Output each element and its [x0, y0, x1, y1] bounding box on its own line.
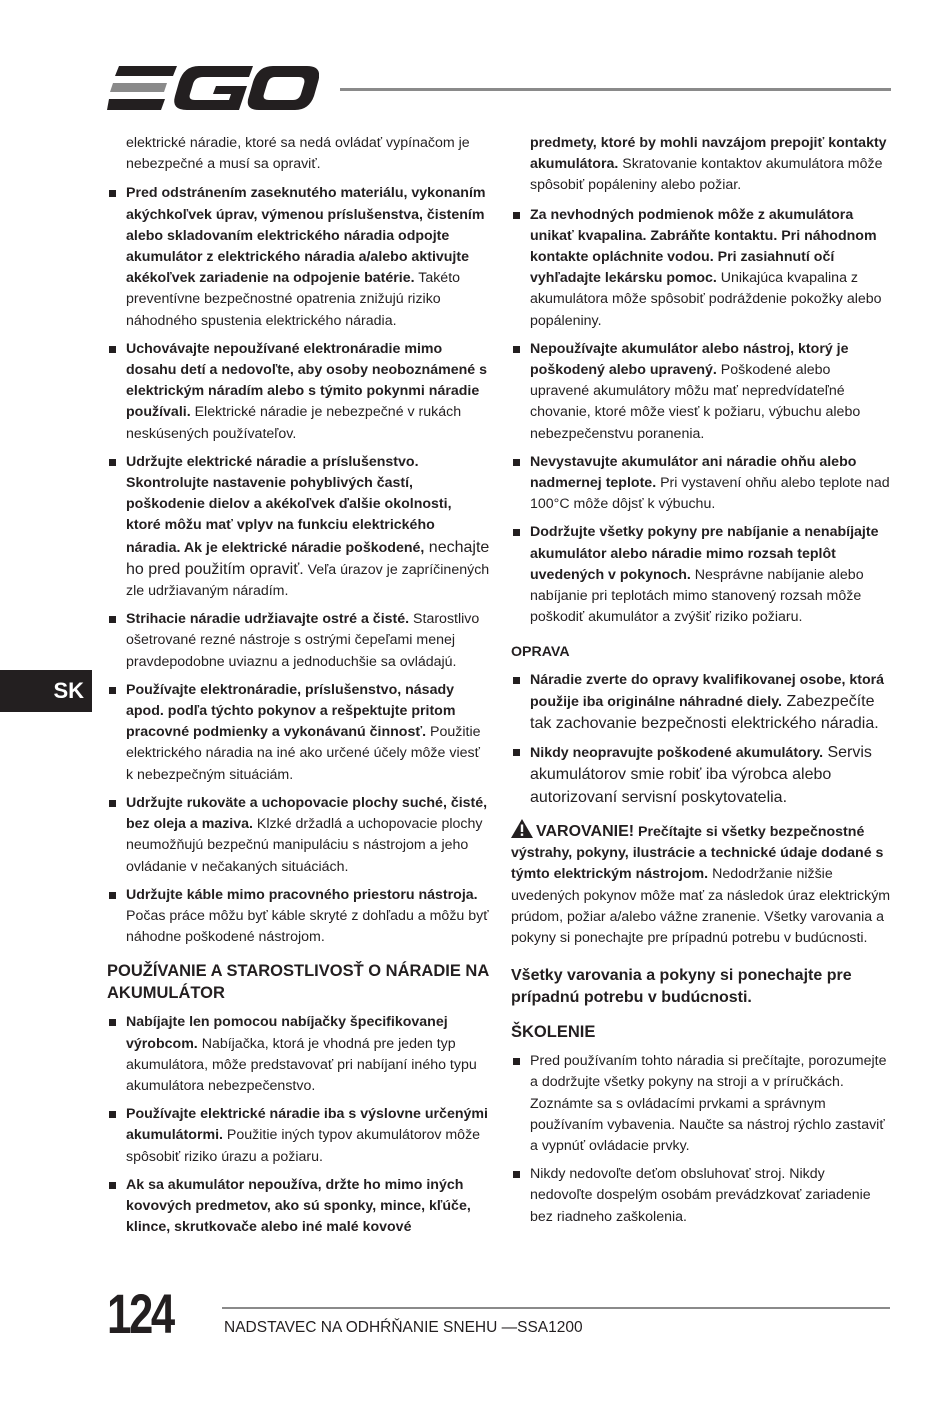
list-item: Strihacie náradie udržiavajte ostré a čisté. Starostlivo ošetrované rezné nástroje s ostrými čepeľami menej pravdepodobne uviaznu a jednoduchšie sa ovládajú. [107, 609, 490, 673]
bullet-icon [109, 1019, 116, 1026]
list-item: Nikdy nedovoľte deťom obsluhovať stroj. Nikdy nedovoľte dospelým osobám prevádzkovať zariadenie bez riadneho zaškolenia. [511, 1164, 891, 1228]
list-item: Používajte elektrické náradie iba s výslovne určenými akumulátormi. Použitie iných typov akumulátorov môže spôsobiť riziko úrazu a požiaru. [107, 1104, 490, 1168]
list-item: Nepoužívajte akumulátor alebo nástroj, ktorý je poškodený alebo upravený. Poškodené alebo upravené akumulátory môžu mať nepredvídateľné chovanie, ktoré môže viesť k požiaru, výbuchu alebo nebezpečenstvu poranenia. [511, 339, 891, 445]
header-rule [340, 88, 891, 91]
language-tab: SK [0, 670, 92, 712]
bullet-icon [513, 212, 520, 219]
list-item: Udržujte rukoväte a uchopovacie plochy suché, čisté, bez oleja a maziva. Klzké držadlá a uchopovacie plochy neumožňujú bezpečnú manipuláciu s nástrojom a jeho ovládanie v nečakaných situáciách. [107, 793, 490, 878]
keep-instructions-note: Všetky varovania a pokyny si ponechajte pre prípadnú potrebu v budúcnosti. [511, 967, 852, 1007]
ego-logo [107, 64, 319, 112]
bullet-icon [109, 459, 116, 466]
bullet-icon [109, 687, 116, 694]
bullet-icon [109, 892, 116, 899]
safety-list [107, 183, 490, 948]
warning-triangle-icon [511, 819, 533, 838]
warning-paragraph: VAROVANIE! Prečítajte si všetky bezpečnostné výstrahy, pokyny, ilustrácie a technické údaje dodané s týmto elektrickým nástrojom. Nedodržanie nižšie uvedených pokynov môže mať za následok úraz elektrickým prúdom, požiar a/alebo vážne zranenie. Všetky varovania a pokyny si ponechajte pre prípadnú potrebu v budúcnosti. [511, 819, 891, 949]
continuation-text: elektrické náradie, ktoré sa nedá ovládať vypínačom je nebezpečné a musí sa opraviť. [126, 135, 470, 173]
bullet-icon [109, 190, 116, 197]
list-item: Nabíjajte len pomocou nabíjačky špecifikovanej výrobcom. Nabíjačka, ktorá je vhodná pre jeden typ akumulátora, môže predstavovať pri nabíjaní iného typu akumulátora nebezpečenstvo. [107, 1012, 490, 1097]
repair-list [511, 670, 891, 809]
bullet-icon [513, 346, 520, 353]
bullet-icon [109, 616, 116, 623]
bullet-icon [513, 459, 520, 466]
list-item: Za nevhodných podmienok môže z akumulátora unikať kvapalina. Zabráňte kontaktu. Pri náhodnom kontakte opláchnite vodou. Pri zasiahnutí očí vyhľadajte lekársku pomoc. Unikajúca kvapalina z akumulátora môže spôsobiť podráždenie pokožky alebo popáleniny. [511, 205, 891, 332]
continuation-text: predmety, ktoré by mohli navzájom prepojiť kontakty akumulátora. Skratovanie kontaktov akumulátora môže spôsobiť popáleniny alebo požiar. [530, 135, 887, 194]
battery-list-continued [511, 205, 891, 629]
list-item: Dodržujte všetky pokyny pre nabíjanie a nenabíjajte akumulátor alebo náradie mimo rozsah teplôt uvedených v pokynoch. Nesprávne nabíjanie alebo nabíjanie pri teplotách mimo stanovený rozsah môže poškodiť akumulátor a zvýšiť riziko požiaru. [511, 522, 891, 628]
bullet-icon [513, 1171, 520, 1178]
section-heading: POUŽÍVANIE A STAROSTLIVOSŤ O NÁRADIE NA AKUMULÁTOR [107, 962, 489, 1003]
bullet-icon [109, 1111, 116, 1118]
right-column [511, 133, 891, 1235]
footer-title: NADSTAVEC NA ODHŔŇANIE SNEHU —SSA1200 [224, 1319, 583, 1336]
training-heading: ŠKOLENIE [511, 1023, 596, 1042]
left-column [107, 133, 490, 1245]
bullet-icon [109, 800, 116, 807]
bullet-icon [513, 749, 520, 756]
bullet-icon [109, 1182, 116, 1189]
list-item: Uchovávajte nepoužívané elektronáradie mimo dosahu detí a nedovoľte, aby osoby neoboznámené s elektrickým náradím alebo s týmito pokynmi náradie používali. Elektrické náradie je nebezpečné v rukách neskúsených používateľov. [107, 339, 490, 445]
list-item: Udržujte elektrické náradie a príslušenstvo. Skontrolujte nastavenie pohyblivých častí, poškodenie dielov a akékoľvek ďalšie okolnosti, ktoré môžu mať vplyv na funkciu elektrického náradia. Ak je elektrické náradie poškodené, nechajte ho pred použitím opraviť. Veľa úrazov je zapríčinených zle udržiavaným náradím. [107, 452, 490, 602]
bullet-icon [513, 677, 520, 684]
training-list [511, 1051, 891, 1228]
list-item: Nikdy neopravujte poškodené akumulátory. Servis akumulátorov smie robiť iba výrobca alebo autorizovaní servisní poskytovatelia. [511, 742, 891, 809]
bullet-icon [513, 529, 520, 536]
footer-rule [222, 1307, 890, 1309]
list-item: Pred odstránením zaseknutého materiálu, vykonaním akýchkoľvek úprav, výmenou príslušenstva, čistením alebo skladovaním elektrického náradia odpojte akumulátor z elektrického náradia a/alebo aktivujte akékoľvek zariadenie na odpojenie batérie. Takéto preventívne bezpečnostné opatrenia znižujú riziko náhodného spustenia elektrického náradia. [107, 183, 490, 331]
bullet-icon [109, 346, 116, 353]
list-item: Nevystavujte akumulátor ani náradie ohňu alebo nadmernej teplote. Pri vystavení ohňu alebo teplote nad 100°C môže dôjsť k výbuchu. [511, 452, 891, 516]
warning-label: VAROVANIE! [536, 822, 635, 840]
list-item: Ak sa akumulátor nepoužíva, držte ho mimo iných kovových predmetov, ako sú sponky, mince, kľúče, klince, skrutkovače alebo iné malé kovové [107, 1175, 490, 1239]
list-item: Používajte elektronáradie, príslušenstvo, násady apod. podľa týchto pokynov a rešpektujte pritom pracovné podmienky a vykonávanú činnosť. Použitie elektrického náradia na iné ako určené účely môže viesť k nebezpečným situáciám. [107, 680, 490, 786]
list-item: Pred používaním tohto náradia si prečítajte, porozumejte a dodržujte všetky pokyny na stroji a v príručkách. Zoznámte sa s ovládacími prvkami a správnym používaním vybavenia. Naučte sa nástroj rýchlo zastaviť a vypnúť ovládacie prvky. [511, 1051, 891, 1157]
list-item: Udržujte káble mimo pracovného priestoru nástroja. Počas práce môžu byť káble skryté z dohľadu a môžu byť náhodne poškodené nástrojom. [107, 885, 490, 949]
battery-list [107, 1012, 490, 1238]
list-item: Náradie zverte do opravy kvalifikovanej osobe, ktorá použije iba originálne náhradné diely. Zabezpečíte tak zachovanie bezpečnosti elektrického náradia. [511, 670, 891, 736]
page-number: 124 [107, 1282, 173, 1345]
bullet-icon [513, 1058, 520, 1065]
repair-heading: OPRAVA [511, 644, 570, 661]
